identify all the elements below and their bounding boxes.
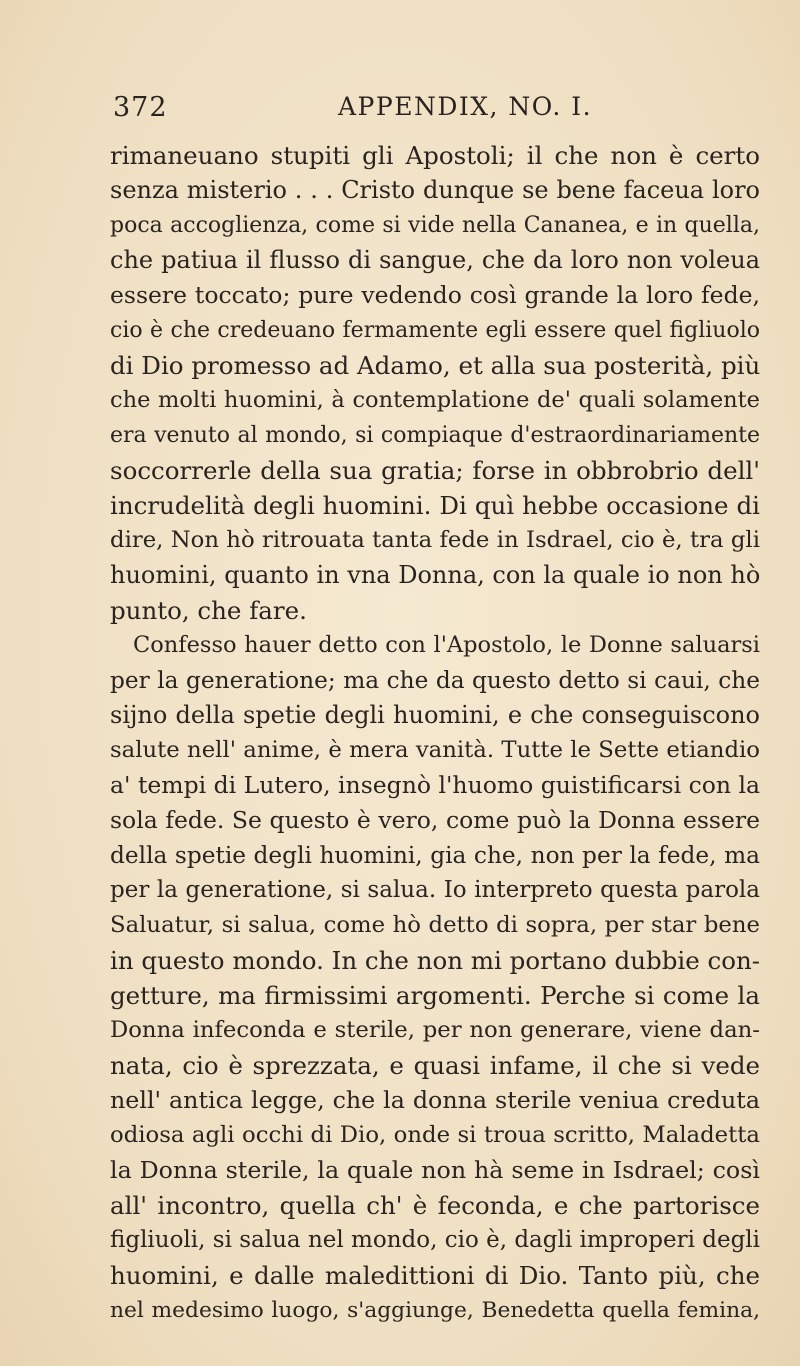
text-line: huomini, e dalle maledittioni di Dio. Tanto più, che [110, 1261, 760, 1290]
text-line: Donna infeconda e sterile, per non generare, viene dan- [110, 1017, 760, 1043]
text-line: all' incontro, quella ch' è feconda, e che partorisce [110, 1191, 760, 1220]
text-line: nel medesimo luogo, s'aggiunge, Benedetta quella femina, [110, 1298, 760, 1323]
text-line: era venuto al mondo, si compiaque d'estraordinariamente [110, 423, 760, 448]
text-line: figliuoli, si salua nel mondo, cio è, dagli improperi degli [110, 1227, 761, 1253]
text-line: Saluatur, si salua, come hò detto di sopra, per star bene [110, 912, 760, 938]
text-line: sola fede. Se questo è vero, come può la Donna essere [110, 806, 760, 834]
text-line: essere toccato; pure vedendo così grande la loro fede, [110, 281, 760, 309]
text-line: dire, Non hò ritrouata tanta fede in Isdrael, cio è, tra gli [110, 527, 760, 553]
text-line: che molti huomini, à contemplatione de' quali solamente [110, 387, 760, 413]
text-line: che patiua il flusso di sangue, che da loro non voleua [110, 246, 760, 274]
text-line: in questo mondo. In che non mi portano dubbie con- [110, 946, 761, 975]
text-line: incrudelità degli huomini. Di quì hebbe occasione di [110, 491, 760, 520]
text-line: odiosa agli occhi di Dio, onde si troua scritto, Maladetta [110, 1122, 760, 1148]
text-line: huomini, quanto in vna Donna, con la quale io non hò [110, 561, 761, 589]
paragraph-start-line: Confesso hauer detto con l'Apostolo, le Donne saluarsi [133, 632, 760, 658]
text-line: soccorrerle della sua gratia; forse in obbrobrio dell' [110, 456, 760, 485]
text-line: cio è che credeuano fermamente egli essere quel figliuolo [110, 318, 760, 343]
text-line: per la generatione; ma che da questo detto si caui, che [110, 667, 760, 694]
text-line: per la generatione, si salua. Io interpreto questa parola [110, 877, 760, 903]
page-header [113, 92, 753, 132]
text-line: salute nell' anime, è mera vanità. Tutte le Sette etiandio [110, 737, 760, 763]
text-line: nell' antica legge, che la donna sterile veniua creduta [110, 1086, 760, 1114]
text-line: poca accoglienza, come si vide nella Cananea, e in quella, [110, 213, 760, 238]
text-line: punto, che fare. [110, 596, 307, 625]
text-line: sijno della spetie degli huomini, e che conseguiscono [110, 701, 760, 729]
text-line: della spetie degli huomini, gia che, non per la fede, ma [110, 842, 760, 869]
text-line: a' tempi di Lutero, insegnò l'huomo guistificarsi con la [110, 771, 761, 799]
page-number: 372 [113, 92, 168, 123]
text-line: la Donna sterile, la quale non hà seme in Isdrael; così [110, 1156, 760, 1184]
text-line: rimaneuano stupiti gli Apostoli; il che non è certo [110, 141, 760, 170]
text-line: getture, ma firmissimi argomenti. Perche si come la [110, 981, 760, 1010]
text-line: nata, cio è sprezzata, e quasi infame, il che si vede [110, 1051, 760, 1080]
text-line: di Dio promesso ad Adamo, et alla sua posterità, più [110, 351, 761, 380]
text-line: senza misterio . . . Cristo dunque se bene faceua loro [110, 176, 760, 204]
running-head: APPENDIX, NO. I. [338, 92, 593, 121]
